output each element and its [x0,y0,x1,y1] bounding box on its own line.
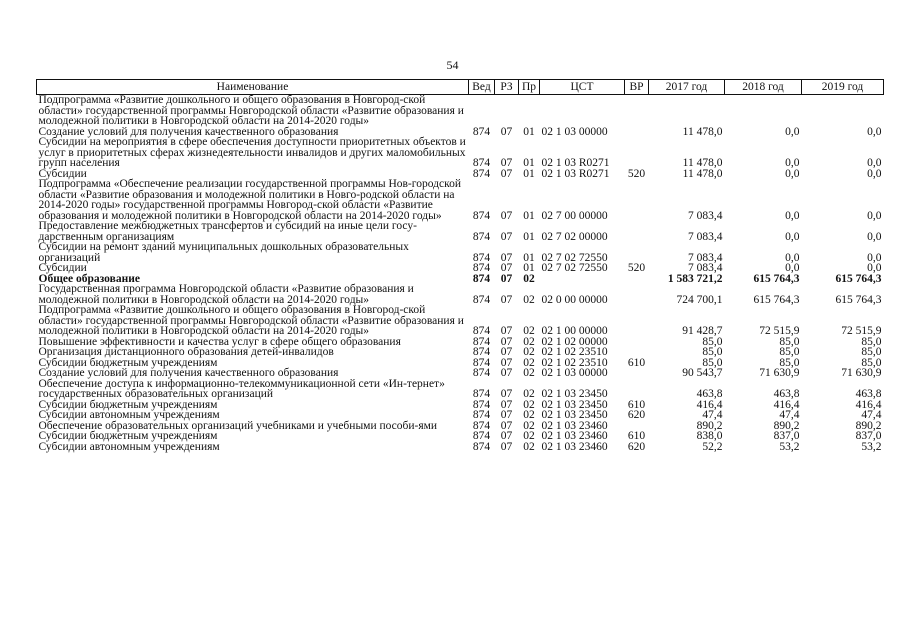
row-ved: 874 [472,230,491,243]
row-2019: 72 515,9 [841,325,882,337]
row-ved: 874 [472,346,491,358]
row-cst [540,274,625,285]
row-cst: 02 1 03 23460 [541,419,608,432]
table-row [37,305,884,337]
row-rz: 07 [500,419,513,432]
row-2018: 615 764,3 [753,293,800,306]
row-ved: 874 [472,125,491,138]
row-name: Субсидии [38,167,87,180]
row-name: Подпрограмма «Развитие дошкольного и общего образования в Новгород-ской области» государственной программы Новгородской области «Развитие образования и молодежной политики в Новгородской области на 2014-2020 годы» [38,94,464,127]
row-pr: 01 [523,251,535,264]
row-cst: 02 1 02 23510 [541,346,608,358]
row-2019: 463,8 [855,388,882,400]
table-row [37,263,884,274]
header-rz: РЗ [495,80,519,95]
row-2017: 85,0 [702,346,723,358]
header-2018: 2018 год [725,80,802,95]
budget-table [36,79,884,452]
row-name: Субсидии на ремонт зданий муниципальных дошкольных образовательных организаций [38,241,409,264]
row-2018: 53,2 [779,440,800,453]
row-pr: 01 [523,230,535,243]
table-row [37,137,884,169]
row-pr: 02 [523,388,535,400]
row-pr: 02 [523,419,535,432]
table-row [37,284,884,305]
row-name: Подпрограмма «Обеспечение реализации государственной программы Нов-городской области «Развитие образования и молодежной политики в Новго-родской области на 2014-2020 годы» государственной программы Новгород-ской области «Развитие образования и молодежной политики в Новгородской области на 2014-2020 годы» [38,178,461,222]
row-2017: 11 478,0 [682,157,723,169]
row-pr: 02 [523,325,535,337]
row-vr [625,274,649,285]
row-vr: 520 [627,167,646,180]
row-ved: 874 [472,293,491,306]
row-vr: 520 [627,262,646,274]
row-ved: 874 [472,325,491,337]
row-name: Обеспечение доступа к информационно-телекоммуникационной сети «Ин-тернет» государственных образовательных организаций [38,377,445,400]
row-2019: 85,0 [861,346,882,358]
header-cst: ЦСТ [540,80,625,95]
row-rz [495,95,519,127]
row-cst: 02 1 03 R0271 [541,167,610,180]
row-rz: 07 [500,440,513,453]
row-ved: 874 [472,409,491,421]
row-2017: 47,4 [702,409,723,421]
row-ved [469,95,495,127]
row-vr [625,95,649,127]
row-cst: 02 7 00 00000 [541,209,608,222]
row-2017: 52,2 [702,440,723,453]
row-name: Субсидии бюджетным учреждениям [38,430,218,442]
row-2017: 7 083,4 [688,230,723,243]
row-2019: 85,0 [861,335,882,348]
row-2019: 615 764,3 [835,293,882,306]
row-2017: 1 583 721,2 [667,272,723,285]
row-pr: 01 [523,262,535,274]
header-name: Наименование [37,80,469,95]
row-cst: 02 1 03 23460 [541,440,608,453]
table-row [37,179,884,221]
row-2017: 91 428,7 [682,325,723,337]
row-ved: 874 [472,335,491,348]
row-2019: 0,0 [867,251,882,264]
row-vr [625,379,649,400]
row-name: Подпрограмма «Развитие дошкольного и общего образования в Новгород-ской области» государственной программы Новгородской области «Развитие образования и молодежной политики в Новгородской области на 2014-2020 годы» [38,304,464,337]
table-row [37,431,884,442]
row-ved: 874 [472,440,491,453]
row-2017: 85,0 [702,356,723,369]
row-2018: 0,0 [785,262,800,274]
row-ved: 874 [472,388,491,400]
table-row [37,368,884,379]
header-ved: Вед [469,80,495,95]
row-rz: 07 [500,409,513,421]
row-2018: 0,0 [785,209,800,222]
row-vr [625,368,649,379]
table-body [37,95,884,453]
row-2017: 724 700,1 [676,293,723,306]
row-pr [519,95,540,127]
row-cst: 02 7 02 72550 [541,251,608,264]
row-2019: 416,4 [855,398,882,411]
row-cst: 02 1 03 00000 [541,125,608,138]
row-2018: 463,8 [773,388,800,400]
row-rz: 07 [500,272,513,285]
row-ved: 874 [472,272,491,285]
row-rz: 07 [500,325,513,337]
row-2017 [649,95,725,127]
row-ved: 874 [472,157,491,169]
row-cst: 02 1 02 23510 [541,356,608,369]
row-name: Субсидии [38,262,87,274]
table-row [37,221,884,242]
row-pr: 01 [523,167,535,180]
row-cst: 02 1 02 00000 [541,335,608,348]
row-rz: 07 [500,367,513,379]
row-2017: 890,2 [696,419,723,432]
row-rz: 07 [500,209,513,222]
row-2018: 85,0 [779,335,800,348]
row-vr [625,127,649,138]
row-name: Создание условий для получения качественного образования [38,367,339,379]
row-vr [625,305,649,337]
row-ved: 874 [472,419,491,432]
row-2019: 0,0 [867,230,882,243]
row-rz: 07 [500,398,513,411]
row-ved: 874 [472,430,491,442]
row-2017: 416,4 [696,398,723,411]
row-vr: 620 [627,440,646,453]
row-vr [625,137,649,169]
row-2018: 71 630,9 [759,367,800,379]
row-2019: 890,2 [855,419,882,432]
row-2019: 0,0 [867,125,882,138]
row-cst: 02 1 03 23460 [541,430,608,442]
row-name: Субсидии бюджетным учреждениям [38,356,218,369]
row-pr: 01 [523,209,535,222]
row-pr: 02 [523,335,535,348]
table-row [37,442,884,453]
table-row [37,379,884,400]
page-number: 54 [446,58,459,72]
row-2017: 90 543,7 [682,367,723,379]
row-2018: 615 764,3 [753,272,800,285]
row-cst: 02 1 03 23450 [541,398,608,411]
row-ved: 874 [472,367,491,379]
row-2018: 72 515,9 [759,325,800,337]
row-rz: 07 [500,125,513,138]
row-2017: 7 083,4 [688,251,723,264]
row-name: Общее образование [38,272,140,285]
row-2018: 47,4 [779,409,800,421]
row-vr [625,284,649,305]
row-pr: 02 [523,409,535,421]
row-name: Субсидии автономным учреждениям [38,440,220,453]
row-rz: 07 [500,230,513,243]
row-cst: 02 1 03 23450 [541,388,608,400]
header-2017: 2017 год [649,80,725,95]
row-rz: 07 [500,335,513,348]
row-pr: 02 [523,367,535,379]
row-ved: 874 [472,356,491,369]
row-rz: 07 [500,430,513,442]
header-pr: Пр [519,80,540,95]
row-2018: 85,0 [779,356,800,369]
row-2019: 837,0 [855,430,882,442]
row-2019: 47,4 [861,409,882,421]
row-2019: 53,2 [861,440,882,453]
row-vr [625,179,649,221]
row-2018 [725,95,802,127]
row-2017: 7 083,4 [688,262,723,274]
row-pr: 02 [523,346,535,358]
row-cst: 02 1 00 00000 [541,325,608,337]
row-rz: 07 [500,157,513,169]
row-ved: 874 [472,262,491,274]
row-name: Субсидии бюджетным учреждениям [38,398,218,411]
table-row [37,347,884,358]
header-2019: 2019 год [802,80,884,95]
row-2018: 890,2 [773,419,800,432]
row-ved: 874 [472,209,491,222]
row-ved: 874 [472,167,491,180]
row-name: Обеспечение образовательных организаций учебниками и учебными пособи-ями [38,419,438,432]
row-rz: 07 [500,262,513,274]
row-pr: 01 [523,125,535,138]
row-ved: 874 [472,398,491,411]
row-cst: 02 7 02 72550 [541,262,608,274]
row-name: Субсидии автономным учреждениям [38,409,220,421]
row-name: Организация дистанционного образования детей-инвалидов [38,346,334,358]
row-2017: 463,8 [696,388,723,400]
row-vr [625,337,649,348]
row-2017: 11 478,0 [682,125,723,138]
row-pr: 02 [523,272,535,285]
row-vr [625,242,649,263]
row-rz: 07 [500,251,513,264]
row-2018: 0,0 [785,251,800,264]
row-rz: 07 [500,388,513,400]
row-2018: 416,4 [773,398,800,411]
row-pr: 02 [523,398,535,411]
row-2018: 0,0 [785,157,800,169]
header-vr: ВР [625,80,649,95]
row-2017: 85,0 [702,335,723,348]
row-vr: 610 [627,430,646,442]
row-vr: 620 [627,409,646,421]
row-2019: 0,0 [867,262,882,274]
row-2018: 85,0 [779,346,800,358]
row-pr: 02 [523,440,535,453]
row-pr: 01 [523,157,535,169]
row-name: Субсидии на мероприятия в сфере обеспечения доступности приоритетных объектов и услуг в приоритетных сферах жизнедеятельности инвалидов и других маломобильных групп населения [38,136,466,169]
row-2019: 0,0 [867,167,882,180]
row-cst: 02 7 02 00000 [541,230,608,243]
row-vr: 610 [627,356,646,369]
row-name: Создание условий для получения качественного образования [38,125,339,138]
table-row [37,95,884,127]
row-pr: 02 [523,356,535,369]
row-2019 [802,95,884,127]
row-2018: 0,0 [785,230,800,243]
row-name: Предоставление межбюджетных трансфертов и субсидий на иные цели госу-дарственным организациям [38,220,417,243]
row-rz: 07 [500,356,513,369]
row-2018: 0,0 [785,125,800,138]
row-cst: 02 1 03 00000 [541,367,608,379]
row-2019: 615 764,3 [835,272,882,285]
row-2019: 71 630,9 [841,367,882,379]
table-row [37,410,884,421]
row-pr: 02 [523,293,535,306]
row-2017: 11 478,0 [682,167,723,180]
row-name: Государственная программа Новгородской области «Развитие образования и молодежной политики в Новгородской области на 2014-2020 годы» [38,283,414,306]
row-rz: 07 [500,293,513,306]
table-row [37,242,884,263]
row-cst: 02 1 03 23450 [541,409,608,421]
row-2017: 838,0 [696,430,723,442]
row-pr: 02 [523,430,535,442]
row-vr: 610 [627,398,646,411]
row-2018: 0,0 [785,167,800,180]
row-2019: 0,0 [867,209,882,222]
row-ved: 874 [472,251,491,264]
row-2017: 7 083,4 [688,209,723,222]
row-rz: 07 [500,167,513,180]
row-vr [625,221,649,242]
row-rz: 07 [500,346,513,358]
row-name: Повышение эффективности и качества услуг в сфере общего образования [38,335,401,348]
row-cst: 02 0 00 00000 [541,293,608,306]
row-cst [540,95,625,127]
table-header-row [37,80,884,95]
row-2019: 0,0 [867,157,882,169]
row-vr [625,347,649,358]
row-2019: 85,0 [861,356,882,369]
row-2018: 837,0 [773,430,800,442]
row-cst: 02 1 03 R0271 [541,157,610,169]
